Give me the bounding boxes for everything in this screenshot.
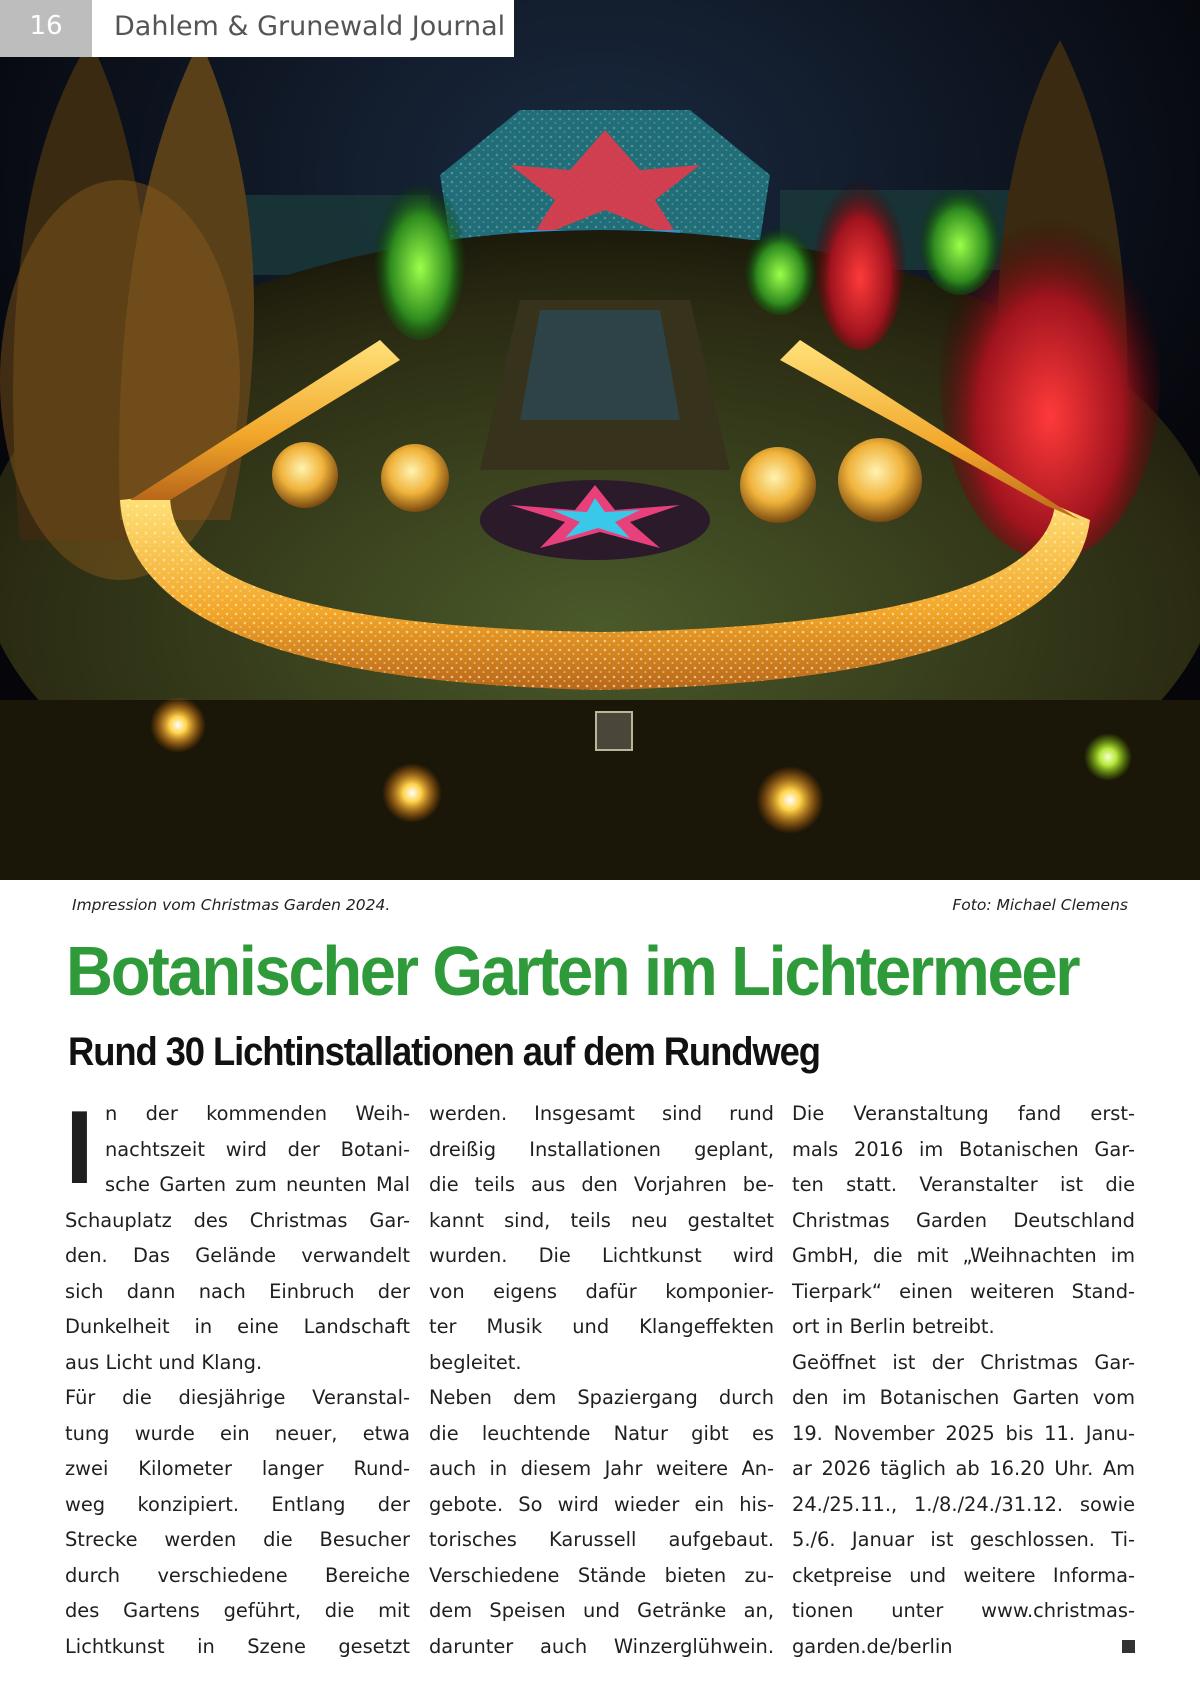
light-ball-left-outer: [272, 442, 338, 508]
text-line: ort in Berlin betreibt.: [792, 1315, 995, 1338]
text-line: ten statt. Veranstalter ist die: [792, 1173, 1135, 1196]
article-column-2: [429, 1096, 774, 1664]
text-line: darunter auch Winzerglühwein.: [429, 1634, 774, 1658]
drop-cap: I: [65, 1090, 94, 1206]
text-line: den. Das Gelände verwandelt: [65, 1244, 410, 1267]
article-headline: Botanischer Garten im Lichtermeer: [66, 932, 1079, 1010]
text-line: sche Garten zum neunten Mal: [105, 1173, 410, 1196]
text-line: von eigens dafür komponier-: [429, 1279, 774, 1303]
text-line: Geöffnet ist der Christmas Gar-: [792, 1350, 1135, 1374]
text-line: weg konzipiert. Entlang der: [65, 1492, 410, 1516]
text-line: zwei Kilometer langer Rund-: [65, 1457, 410, 1480]
text-line: Für die diesjährige Veranstal-: [65, 1386, 410, 1409]
journal-name: Dahlem & Grunewald Journal: [92, 0, 514, 57]
text-line: kannt sind, teils neu gestaltet: [429, 1208, 774, 1232]
article-body: [65, 1090, 1135, 1658]
text-line: sich dann nach Einbruch der: [65, 1279, 410, 1303]
text-line: werden. Insgesamt sind rund: [429, 1102, 774, 1125]
text-line: Die Veranstaltung fand erst-: [792, 1102, 1135, 1125]
spotlight-center-left: [382, 763, 442, 823]
text-line: 24./25.11., 1./8./24./31.12. sowie: [792, 1492, 1135, 1516]
article-column-1: [65, 1090, 410, 1664]
text-line: durch verschiedene Bereiche: [65, 1563, 410, 1587]
spotlight-left: [150, 697, 206, 753]
page-header-tab: [0, 0, 514, 57]
spotlight-right: [1084, 733, 1132, 781]
photo-credit: Foto: Michael Clemens: [952, 896, 1128, 914]
text-line: des Gartens geführt, die mit: [65, 1599, 410, 1622]
photo-caption: Impression vom Christmas Garden 2024.: [72, 896, 391, 914]
text-line: aus Licht und Klang.: [65, 1350, 263, 1374]
text-line: den im Botanischen Garten vom: [792, 1386, 1135, 1409]
text-line: Neben dem Spaziergang durch: [429, 1386, 774, 1409]
light-ball-left-inner: [381, 444, 449, 512]
text-line: Christmas Garden Deutschland: [792, 1208, 1135, 1232]
article-end-mark-icon: [1122, 1640, 1135, 1653]
text-line: 19. November 2025 bis 11. Janu-: [792, 1421, 1135, 1445]
text-line: auch in diesem Jahr weitere An-: [429, 1457, 774, 1480]
text-line: ar 2026 täglich ab 16.20 Uhr. Am: [792, 1457, 1135, 1480]
text-line: garden.de/berlin: [792, 1634, 953, 1658]
page-number: 16: [0, 0, 92, 57]
bench: [596, 712, 632, 750]
text-line: begleitet.: [429, 1350, 522, 1374]
text-line: ter Musik und Klangeffekten: [429, 1315, 774, 1338]
text-line: Tierpark“ einen weiteren Stand-: [792, 1279, 1135, 1303]
light-ball-right-inner: [740, 447, 816, 523]
light-ball-right-outer: [838, 438, 922, 522]
text-line: 5./6. Januar ist geschlossen. Ti-: [792, 1528, 1135, 1551]
text-line: die leuchtende Natur gibt es: [429, 1421, 774, 1445]
text-line: n der kommenden Weih-: [105, 1102, 410, 1125]
spotlight-center-right: [756, 766, 824, 834]
final-line-row: [792, 1629, 1135, 1665]
text-line: Schauplatz des Christmas Gar-: [65, 1208, 410, 1232]
text-line: nachtszeit wird der Botani-: [105, 1137, 410, 1161]
article-subheadline: Rund 30 Lichtinstallationen auf dem Rundweg: [68, 1030, 820, 1074]
text-line: Lichtkunst in Szene gesetzt: [65, 1634, 410, 1658]
text-line: tionen unter www.christmas-: [792, 1599, 1135, 1622]
text-line: torisches Karussell aufgebaut.: [429, 1528, 774, 1551]
text-line: gebote. So wird wieder ein his-: [429, 1492, 774, 1516]
star-light-mosaic: [480, 480, 710, 560]
text-line: GmbH, die mit „Weihnachten im: [792, 1244, 1135, 1267]
text-line: tung wurde ein neuer, etwa: [65, 1421, 410, 1445]
article-column-3: [792, 1096, 1135, 1664]
text-line: dreißig Installationen geplant,: [429, 1137, 774, 1161]
text-line: Strecke werden die Besucher: [65, 1528, 410, 1551]
text-line: wurden. Die Lichtkunst wird: [429, 1244, 774, 1267]
text-line: mals 2016 im Botanischen Gar-: [792, 1137, 1135, 1161]
text-line: dem Speisen und Getränke an,: [429, 1599, 774, 1622]
text-line: Dunkelheit in eine Landschaft: [65, 1315, 410, 1338]
text-line: cketpreise und weitere Informa-: [792, 1563, 1135, 1587]
text-line: die teils aus den Vorjahren be-: [429, 1173, 774, 1196]
text-line: Verschiedene Stände bieten zu-: [429, 1563, 774, 1587]
photo-caption-row: [72, 892, 1128, 918]
